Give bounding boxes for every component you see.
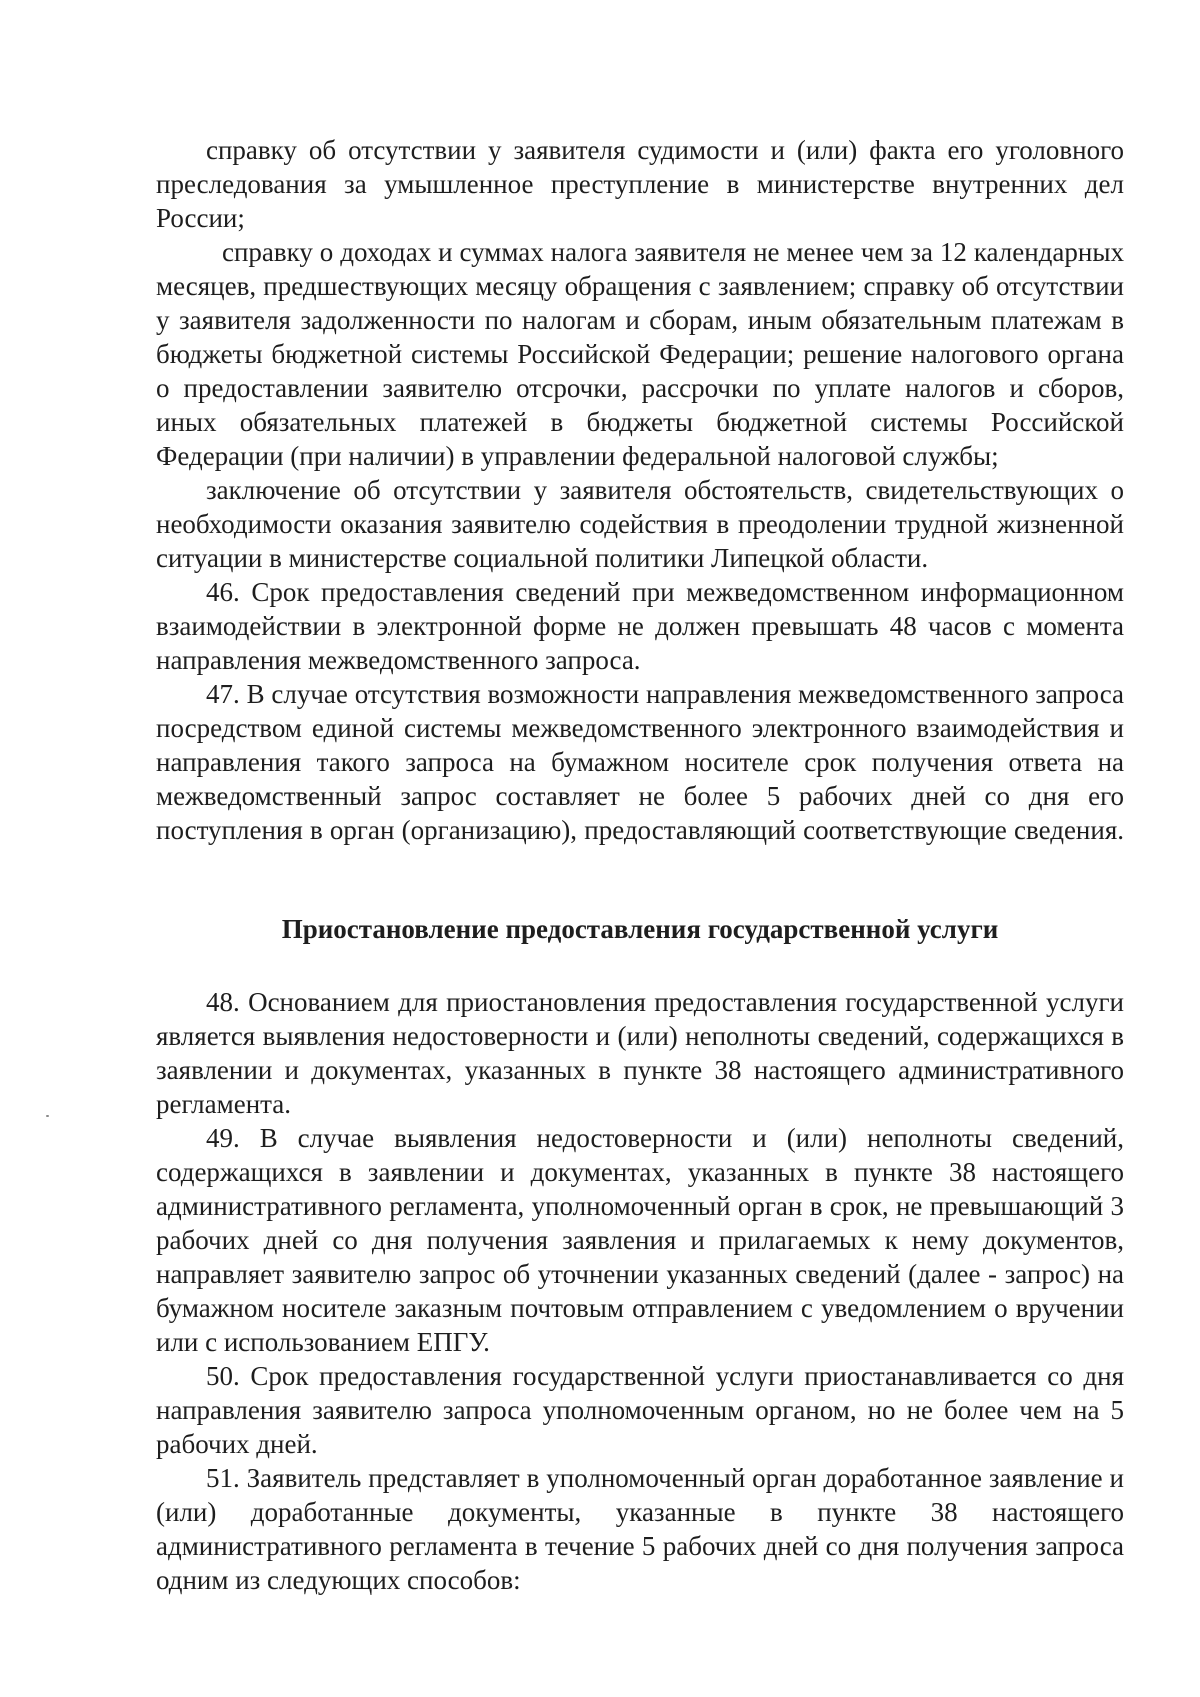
paragraph-48: 48. Основанием для приостановления предоставления государственной услуги является выявления недостоверности и (или) неполноты сведений, содержащихся в заявлении и документах, указанных в пункте 38 настоящего административного регламента. [156,987,1124,1119]
paragraph-51: 51. Заявитель представляет в уполномоченный орган доработанное заявление и (или) доработанные документы, указанные в пункте 38 настоящего административного регламента в течение 5 рабочих дней со дня получения запроса одним из следующих способов: [156,1463,1124,1595]
paragraph-50: 50. Срок предоставления государственной услуги приостанавливается со дня направления заявителю запроса уполномоченным органом, но не более чем на 5 рабочих дней. [156,1361,1124,1459]
scan-speck [46,1115,49,1117]
paragraph-income-tax-certificates: справку о доходах и суммах налога заявителя не менее чем за 12 календарных месяцев, предшествующих месяцу обращения с заявлением; справку об отсутствии у заявителя задолженности по налогам и сборам, иным обязательным платежам в бюджеты бюджетной системы Российской Федерации; решение налогового органа о предоставлении заявителю отсрочки, рассрочки по уплате налогов и сборов, иных обязательных платежей в бюджеты бюджетной системы Российской Федерации (при наличии) в управлении федеральной налоговой службы; [156,237,1124,471]
body-text-top [156,133,1124,847]
section-heading: Приостановление предоставления государственной услуги [281,914,999,944]
paragraph-social-policy-conclusion: заключение об отсутствии у заявителя обстоятельств, свидетельствующих о необходимости оказания заявителю содействия в преодолении трудной жизненной ситуации в министерстве социальной политики Липецкой области. [156,475,1124,573]
paragraph-47: 47. В случае отсутствия возможности направления межведомственного запроса посредством единой системы межведомственного электронного взаимодействия и направления такого запроса на бумажном носителе срок получения ответа на межведомственный запрос составляет не более 5 рабочих дней со дня его поступления в орган (организацию), предоставляющий соответствующие сведения. [156,679,1124,845]
paragraph-49: 49. В случае выявления недостоверности и (или) неполноты сведений, содержащихся в заявлении и документах, указанных в пункте 38 настоящего административного регламента, уполномоченный орган в срок, не превышающий 3 рабочих дней со дня получения заявления и прилагаемых к нему документов, направляет заявителю запрос об уточнении указанных сведений (далее - запрос) на бумажном носителе заказным почтовым отправлением с уведомлением о вручении или с использованием ЕПГУ. [156,1123,1124,1357]
paragraph-criminal-record-certificate: справку об отсутствии у заявителя судимости и (или) факта его уголовного преследования за умышленное преступление в министерстве внутренних дел России; [156,135,1124,233]
paragraph-46: 46. Срок предоставления сведений при межведомственном информационном взаимодействии в электронной форме не должен превышать 48 часов с момента направления межведомственного запроса. [156,577,1124,675]
body-text-bottom [156,985,1124,1597]
